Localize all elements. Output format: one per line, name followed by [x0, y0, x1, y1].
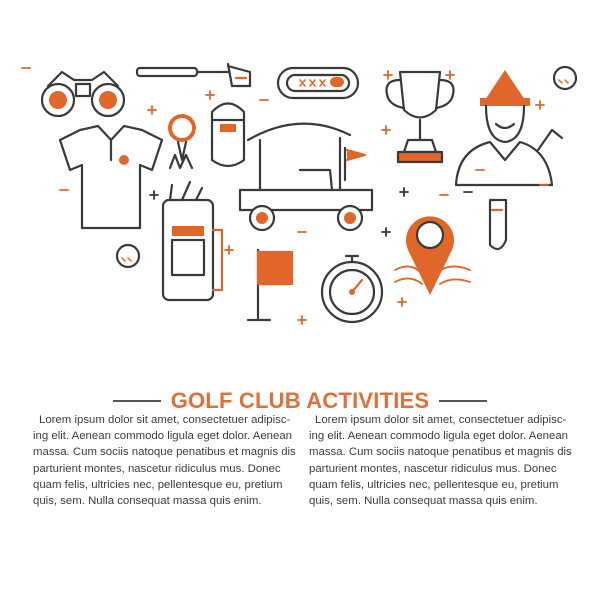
golf-club-icon: [137, 64, 250, 86]
flag-icon: [248, 250, 292, 320]
golf-cart-icon: [240, 124, 372, 230]
text-line: massa. Cum sociis natoque penatibus et magnis dis: [309, 446, 572, 459]
text-line: Lorem ipsum dolor sit amet, consectetuer adipisc-: [315, 414, 567, 426]
text-line: ing elit. Aenean commodo ligula eget dolor. Aenean: [33, 430, 293, 443]
binoculars-icon: [42, 72, 124, 116]
cap-icon: [212, 104, 244, 167]
stopwatch-icon: [322, 256, 382, 322]
text-line: ing elit. Aenean commodo ligula eget dolor. Aenean: [309, 430, 569, 443]
text-line: quam felis, ultricies nec, pellentesque eu, pretium: [309, 478, 559, 491]
trophy-icon: [387, 72, 454, 162]
title-rule-right: [439, 400, 487, 402]
text-line: parturient montes, nascetur ridiculus mus. Donec: [33, 462, 281, 475]
title-row: [0, 388, 600, 414]
text-line: parturient montes, nascetur ridiculus mus. Donec: [309, 462, 557, 475]
location-pin-icon: [395, 216, 470, 295]
text-line: quam felis, ultricies nec, pellentesque eu, pretium: [33, 478, 283, 491]
text-column-right: [309, 412, 571, 509]
club-head-icon: [490, 200, 506, 249]
title-rule-left: [113, 400, 161, 402]
ball-on-tee-icon: [168, 114, 196, 168]
text-line: massa. Cum sociis natoque penatibus et magnis dis: [33, 446, 296, 459]
golf-bag-icon: [163, 182, 222, 300]
text-line: quis, sem. Nulla consequat massa quis enim.: [33, 495, 262, 508]
text-line: quis, sem. Nulla consequat massa quis enim.: [309, 495, 538, 508]
text-line: Lorem ipsum dolor sit amet, consectetuer adipisc-: [39, 414, 291, 426]
text-column-left: [33, 412, 295, 509]
polo-shirt-icon: [60, 126, 162, 228]
golf-shoe-icon: [278, 68, 358, 98]
golfer-icon: [456, 70, 562, 185]
plus-minus-decorations: [22, 68, 548, 324]
page-title: GOLF CLUB ACTIVITIES: [170, 388, 430, 413]
